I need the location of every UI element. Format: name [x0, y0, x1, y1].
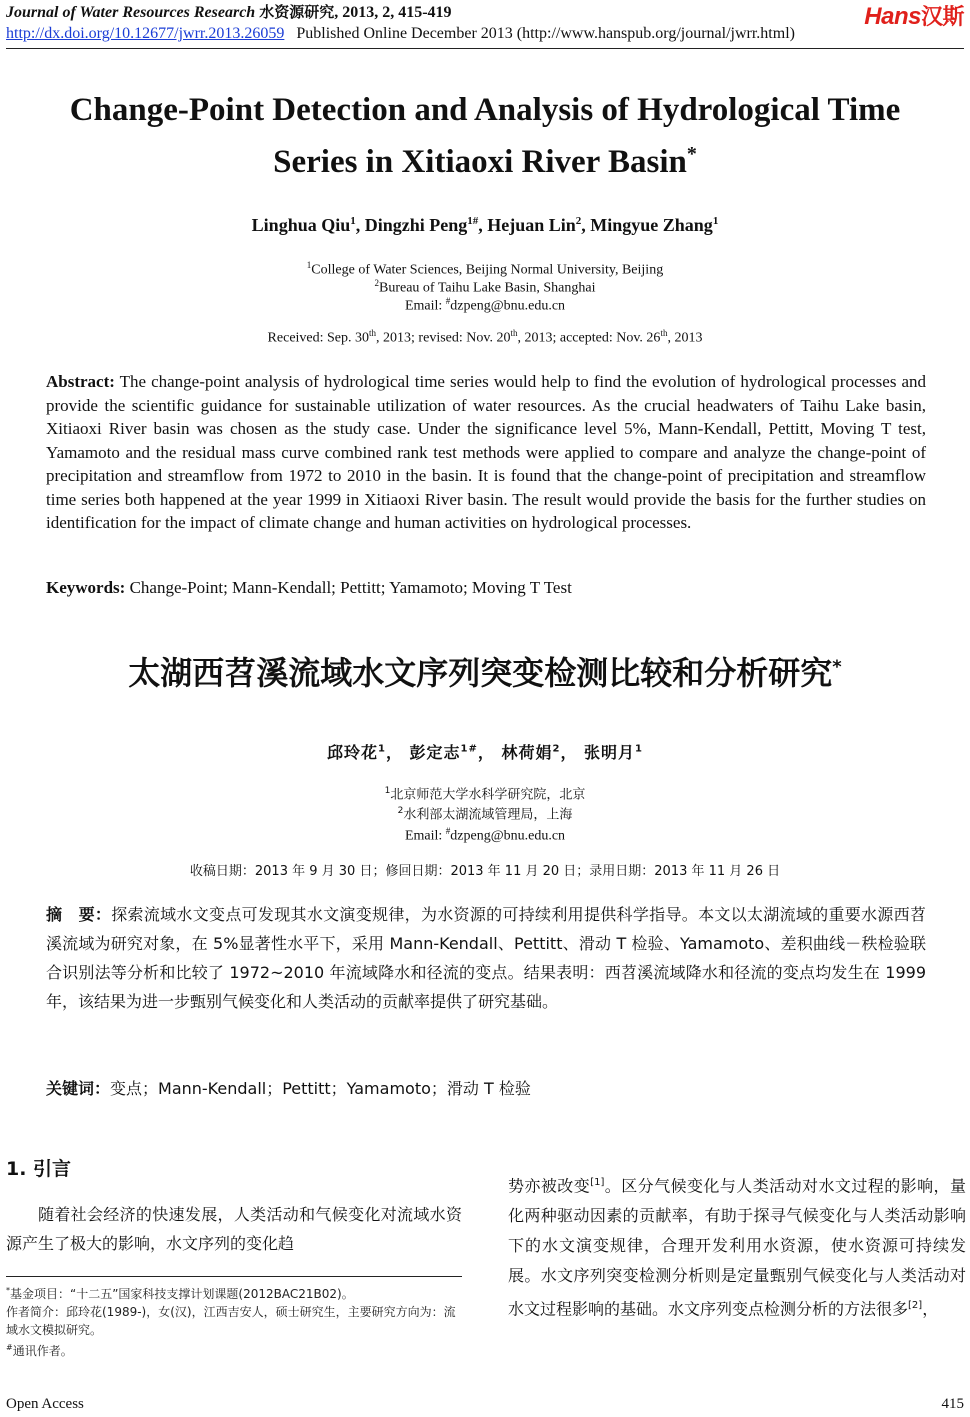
affiliation-1-cn: $^1$北京师范大学水科学研究院，北京 — [384, 786, 586, 803]
body-column-right — [508, 1168, 966, 1325]
journal-name: Journal of Water Resources Research — [6, 4, 256, 21]
author-name-cn: 张明月 — [584, 743, 636, 762]
affiliation-2-cn: $^2$水利部太湖流域管理局，上海 — [397, 806, 573, 823]
footnotes — [6, 1282, 462, 1360]
affiliation-2-en: $^2$Bureau of Taihu Lake Basin, Shanghai — [374, 278, 596, 296]
keywords-en — [46, 578, 926, 598]
keywords-cn — [46, 1076, 926, 1099]
author-name: Hejuan Lin — [487, 215, 576, 235]
affiliation-1-en: $^1$College of Water Sciences, Beijing Normal University, Beijing — [306, 260, 664, 278]
page-number: 415 — [941, 1396, 964, 1412]
journal-line — [6, 2, 452, 23]
abstract-label: Abstract: — [46, 372, 115, 391]
author-name-cn: 邱玲花 — [326, 743, 378, 762]
author-name-cn: 林荷娟 — [501, 743, 553, 762]
header-divider — [6, 48, 964, 49]
intro-paragraph: 随着社会经济的快速发展，人类活动和气候变化对流域水资源产生了极大的影响，水文序列的变化趋 — [6, 1205, 462, 1253]
citation-ref: [2] — [908, 1300, 923, 1312]
published-online: Published Online December 2013 (http://www.hanspub.org/journal/jwrr.html) — [296, 25, 795, 42]
received-dates-cn: 收稿日期：2013 年 9 月 30 日；修回日期：2013 年 11 月 20 日；录用日期：2013 年 11 月 26 日 — [189, 864, 781, 879]
journal-name-cn: 水资源研究 — [259, 3, 335, 21]
author-name-cn: 彭定志 — [409, 743, 461, 762]
page-header — [6, 2, 964, 48]
author-list-cn: 邱玲花$^1$， 彭定志$^{1\#}$， 林荷娟$^2$， 张明月$^1$ — [326, 743, 644, 762]
hans-logo: Hans汉斯 — [864, 3, 964, 30]
keywords-label-cn: 关键词： — [46, 1079, 111, 1098]
footnote-author-intro: 作者简介：邱玲花(1989-)，女(汉)，江西吉安人，硕士研究生，主要研究方向为：流域水文模拟研究。 — [6, 1305, 456, 1337]
email-cn: Email: #dzpeng@bnu.edu.cn — [404, 826, 566, 844]
abstract-cn — [46, 900, 926, 1016]
author-list-en: Linghua Qiu$^1$, Dingzhi Peng$^{1\#}$, Hejuan Lin$^2$, Mingyue Zhang$^1$ — [251, 215, 719, 235]
keywords-text-cn: 变点；Mann-Kendall；Pettitt；Yamamoto；滑动 T 检验 — [110, 1079, 531, 1098]
footnote-corresponding: #通讯作者。 — [6, 1343, 73, 1358]
footnote-fund: *基金项目：“十二五”国家科技支撑计划课题(2012BAC21B02)。 — [6, 1286, 354, 1301]
body-column-left — [6, 1200, 462, 1258]
citation-ref: [1] — [590, 1177, 605, 1188]
author-name: Mingyue Zhang — [590, 215, 713, 235]
doi-line — [6, 24, 795, 44]
received-dates-en: Received: Sep. 30th, 2013; revised: Nov. 20th, 2013; accepted: Nov. 26th, 2013 — [267, 328, 703, 346]
paper-title-en: Change-Point Detection and Analysis of Hydrological Time Series in Xitiaoxi River Basin* — [69, 92, 901, 180]
section-heading-introduction: 1. 引言 — [6, 1158, 72, 1180]
abstract-label-cn: 摘 要： — [46, 905, 112, 924]
abstract-text-cn: 探索流域水文变点可发现其水文演变规律，为水资源的可持续利用提供科学指导。本文以太湖流域的重要水源西苕溪流域为研究对象，在 5%显著性水平下，采用 Mann-Kendall、Pettitt、滑动 T 检验、Yamamoto、差积曲线－秩检验联合识别法等分析和比较了 1972~2010 年流域降水和径流的变点。结果表明：西苕溪流域降水和径流的变点均发生在 1999 年，该结果为进一步甄别气候变化和人类活动的贡献率提供了研究基础。 — [46, 905, 926, 1011]
doi-link[interactable]: http://dx.doi.org/10.12677/jwrr.2013.26059 — [6, 25, 285, 42]
footnote-divider — [6, 1276, 462, 1277]
abstract-text: The change-point analysis of hydrological time series would help to find the evolution of hydrological processes and provide the scientific guidance for sustainable utilization of water resources. As the crucial headwaters of Taihu Lake basin, Xitiaoxi River basin was chosen as the study case. Under the significance level 5%, Mann-Kendall, Pettitt, Moving T test, Yamamoto and the residual mass curve combined rank test methods were applied to compare and analyze the change-point of precipitation and streamflow from 1972 to 2010 in the basin. It is found that the change-point of precipitation and streamflow time series both happened at the year 1999 in Xitiaoxi River basin. The result would provide the basis for the further studies on identification for the impact of climate change and human activities on hydrological processes. — [46, 372, 926, 532]
intro-paragraph-continued: 势亦被改变[1]。区分气候变化与人类活动对水文过程的影响，量化两种驱动因素的贡献率，有助于探寻气候变化与人类活动影响下的水文演变规律，合理开发利用水资源，使水资源可持续发展。水文序列突变检测分析则是定量甄别气候变化与人类活动对水文过程影响的基础。水文序列变点检测分析的方法很多[2]， — [508, 1176, 966, 1319]
keywords-text: Change-Point; Mann-Kendall; Pettitt; Yamamoto; Moving T Test — [129, 578, 572, 597]
open-access-label: Open Access — [6, 1396, 84, 1412]
keywords-label: Keywords: — [46, 578, 126, 597]
paper-title-cn: 太湖西苕溪流域水文序列突变检测比较和分析研究* — [128, 654, 842, 692]
journal-volume: , 2013, 2, 415-419 — [334, 4, 452, 21]
abstract-en — [46, 370, 926, 535]
email-en: Email: #dzpeng@bnu.edu.cn — [404, 296, 566, 314]
author-name: Dingzhi Peng — [364, 215, 468, 235]
author-name: Linghua Qiu — [251, 215, 351, 235]
